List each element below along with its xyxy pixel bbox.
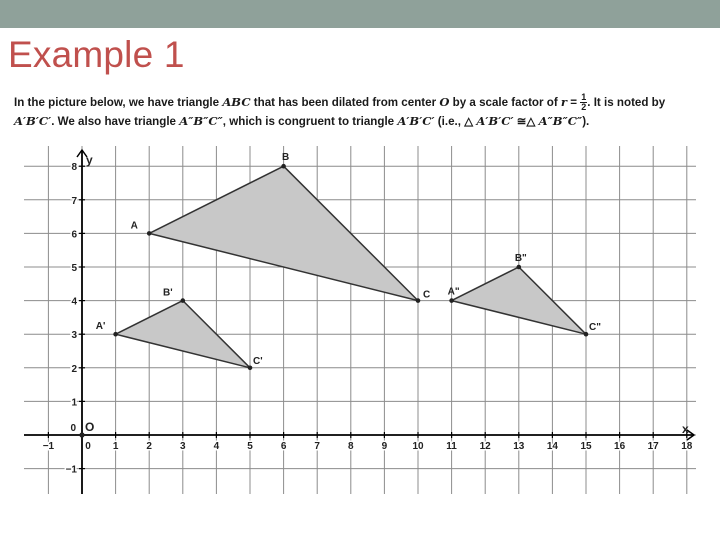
- problem-text: ≅△: [513, 115, 539, 129]
- vertex-label: C: [423, 289, 431, 301]
- x-tick-label: −1: [42, 441, 55, 452]
- problem-text: by a scale factor of: [449, 96, 561, 109]
- x-tick-label: 3: [180, 441, 186, 452]
- math-term: A′B′C′: [397, 114, 435, 129]
- x-tick-label: 2: [146, 441, 152, 452]
- vertex-point: [181, 298, 186, 303]
- vertex-point: [584, 332, 589, 337]
- y-tick-label: 6: [71, 229, 77, 241]
- x-tick-label: 17: [647, 441, 659, 452]
- vertex-label: B': [162, 287, 173, 299]
- math-term: A′B′C′: [14, 114, 52, 129]
- x-tick-label: 15: [580, 441, 592, 452]
- vertex-point: [281, 164, 286, 169]
- problem-text: In the picture below, we have triangle: [14, 96, 223, 109]
- x-tick-label: 4: [213, 441, 220, 452]
- vertex-label: C": [589, 322, 601, 334]
- x-tick-label: 1: [112, 441, 119, 452]
- vertex-label: C': [253, 355, 263, 367]
- x-tick-label: 9: [381, 441, 388, 452]
- problem-text: ).: [582, 115, 590, 129]
- x-tick-label: 0: [85, 441, 91, 452]
- math-term: A″B″C″: [538, 114, 583, 129]
- problem-text: . We also have triangle: [51, 115, 180, 129]
- slide-header-bar: [0, 0, 720, 28]
- y-tick-label: 2: [71, 363, 77, 375]
- origin-label: O: [85, 420, 95, 434]
- y-tick-label: 4: [71, 296, 77, 308]
- x-tick-label: 5: [247, 441, 253, 452]
- problem-text: that has been dilated from center: [250, 96, 440, 109]
- y-axis-label: y: [86, 153, 93, 167]
- fraction-numerator: 1: [581, 92, 587, 103]
- vertex-label: B": [514, 253, 527, 264]
- vertex-point: [248, 366, 253, 371]
- problem-text: (i.e., △: [434, 115, 477, 129]
- problem-statement: [14, 93, 714, 131]
- problem-text: , which is congruent to triangle: [222, 115, 398, 129]
- x-tick-label: 18: [681, 441, 693, 452]
- equals-sign: =: [567, 96, 581, 109]
- y-tick-label: 3: [71, 330, 77, 342]
- x-tick-label: 6: [280, 441, 287, 452]
- x-tick-label: 7: [314, 441, 320, 452]
- x-axis-label: x: [682, 422, 689, 436]
- x-tick-label: 14: [546, 441, 558, 452]
- vertex-label: A': [95, 321, 106, 333]
- y-tick-label: −1: [65, 464, 77, 476]
- origin-point: [79, 432, 84, 437]
- vertex-point: [147, 231, 152, 236]
- math-term: A′B′C′: [476, 114, 514, 129]
- vertex-point: [517, 265, 522, 270]
- coordinate-graph: [24, 146, 696, 494]
- vertex-point: [113, 332, 118, 337]
- x-tick-label: 13: [513, 441, 525, 452]
- x-tick-label: 16: [614, 441, 626, 452]
- x-tick-label: 8: [348, 441, 354, 452]
- y-tick-label: 0: [70, 423, 76, 434]
- x-tick-label: 11: [446, 441, 457, 452]
- vertex-label: A": [447, 286, 460, 298]
- vertex-point: [449, 298, 454, 303]
- y-tick-label: 5: [71, 263, 77, 274]
- x-tick-label: 10: [412, 441, 424, 452]
- y-tick-label: 8: [71, 162, 77, 174]
- math-term: O: [439, 95, 450, 109]
- slide-title: Example 1: [8, 34, 185, 75]
- vertex-label: A: [130, 220, 138, 232]
- y-tick-label: 7: [71, 195, 77, 207]
- math-term: r: [560, 95, 568, 109]
- vertex-label: B: [281, 152, 290, 164]
- vertex-point: [416, 298, 421, 303]
- problem-text: . It is noted by: [587, 96, 666, 109]
- fraction-denominator: 2: [581, 102, 587, 113]
- math-term: ABC: [222, 95, 251, 109]
- y-tick-label: 1: [71, 397, 77, 409]
- math-term: A″B″C″: [179, 114, 223, 129]
- x-tick-label: 12: [479, 441, 491, 452]
